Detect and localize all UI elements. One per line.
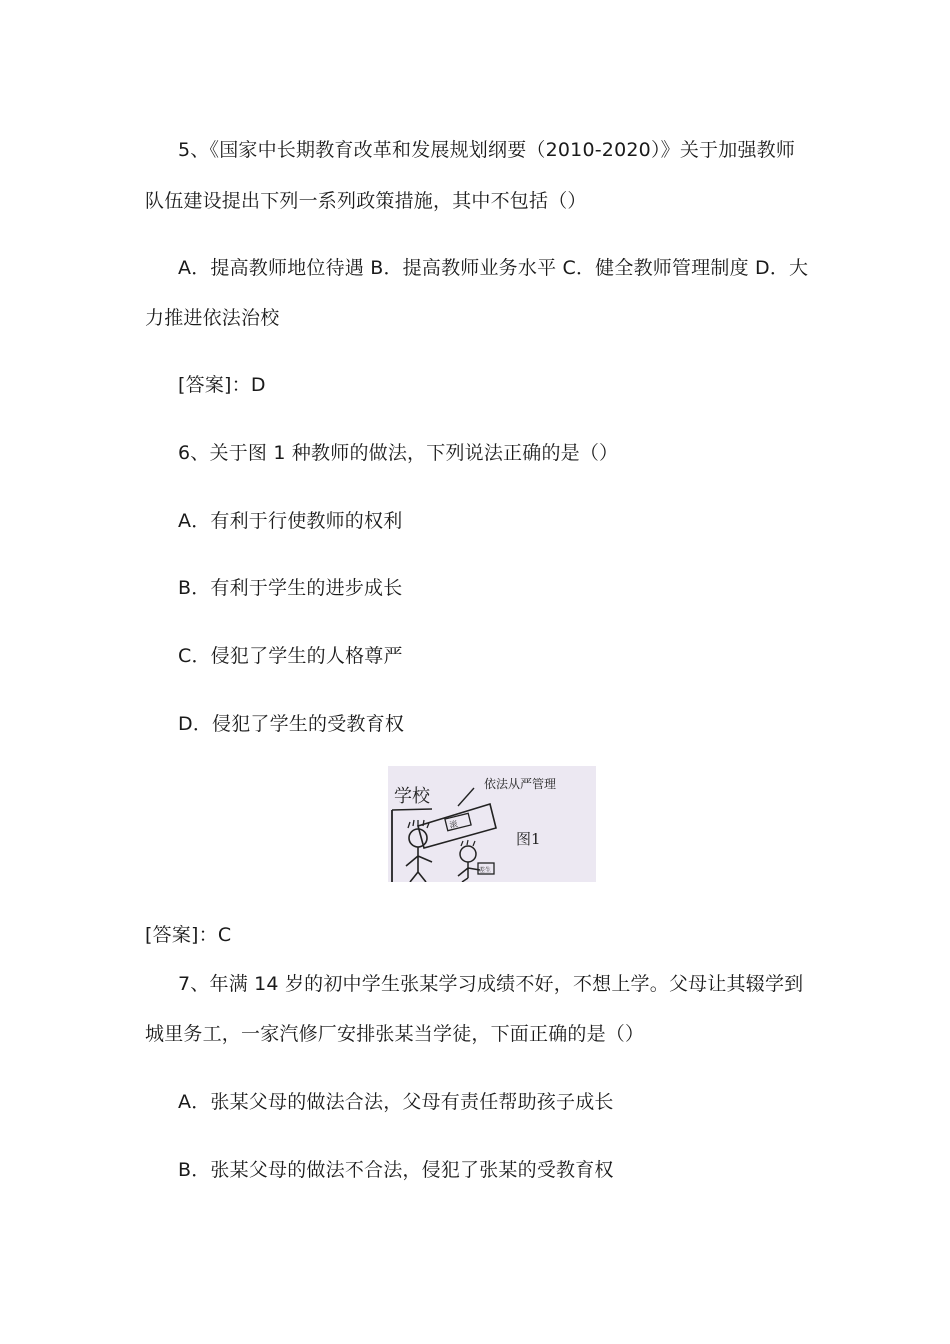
q5-stem-line-1: 5、《国家中长期教育改革和发展规划纲要（2010-2020）》关于加强教师 <box>178 139 796 161</box>
sign-text: 滚 <box>448 819 459 830</box>
q5-answer: [答案]：D <box>178 374 266 396</box>
q7-stem-line-2: 城里务工，一家汽修厂安排张某当学徒，下面正确的是（） <box>145 1023 645 1045</box>
q5-stem-line-2: 队伍建设提出下列一系列政策措施，其中不包括（） <box>145 190 587 212</box>
teacher-head <box>409 829 427 847</box>
q6-option-c: C．侵犯了学生的人格尊严 <box>178 645 403 667</box>
q6-stem: 6、关于图 1 种教师的做法，下列说法正确的是（） <box>178 442 619 464</box>
figure-1-sketch <box>388 766 596 882</box>
badge-text: 差生 <box>479 867 492 874</box>
label-underline <box>392 809 432 810</box>
q7-option-a: A．张某父母的做法合法，父母有责任帮助孩子成长 <box>178 1091 614 1113</box>
q6-option-a: A．有利于行使教师的权利 <box>178 510 403 532</box>
student-hair <box>461 840 475 846</box>
q6-answer: [答案]：C <box>145 924 232 946</box>
pointer-line <box>458 788 474 806</box>
teacher-body <box>406 847 432 882</box>
q5-options-line-2: 力推进依法治校 <box>145 307 280 329</box>
figure-label-left: 学校 <box>394 786 430 807</box>
q7-option-b: B．张某父母的做法不合法，侵犯了张某的受教育权 <box>178 1159 614 1181</box>
student-body <box>458 862 480 882</box>
q6-option-b: B．有利于学生的进步成长 <box>178 577 403 599</box>
figure-label-right: 图1 <box>516 830 541 848</box>
q7-stem-line-1: 7、年满 14 岁的初中学生张某学习成绩不好，不想上学。父母让其辍学到 <box>178 973 804 995</box>
figure-label-top: 依法从严管理 <box>484 777 557 791</box>
student-head <box>460 846 476 862</box>
figure-1-drawing <box>388 766 596 882</box>
q5-options-line-1: A．提高教师地位待遇 B．提高教师业务水平 C．健全教师管理制度 D．大 <box>178 257 809 279</box>
q6-option-d: D．侵犯了学生的受教育权 <box>178 713 405 735</box>
